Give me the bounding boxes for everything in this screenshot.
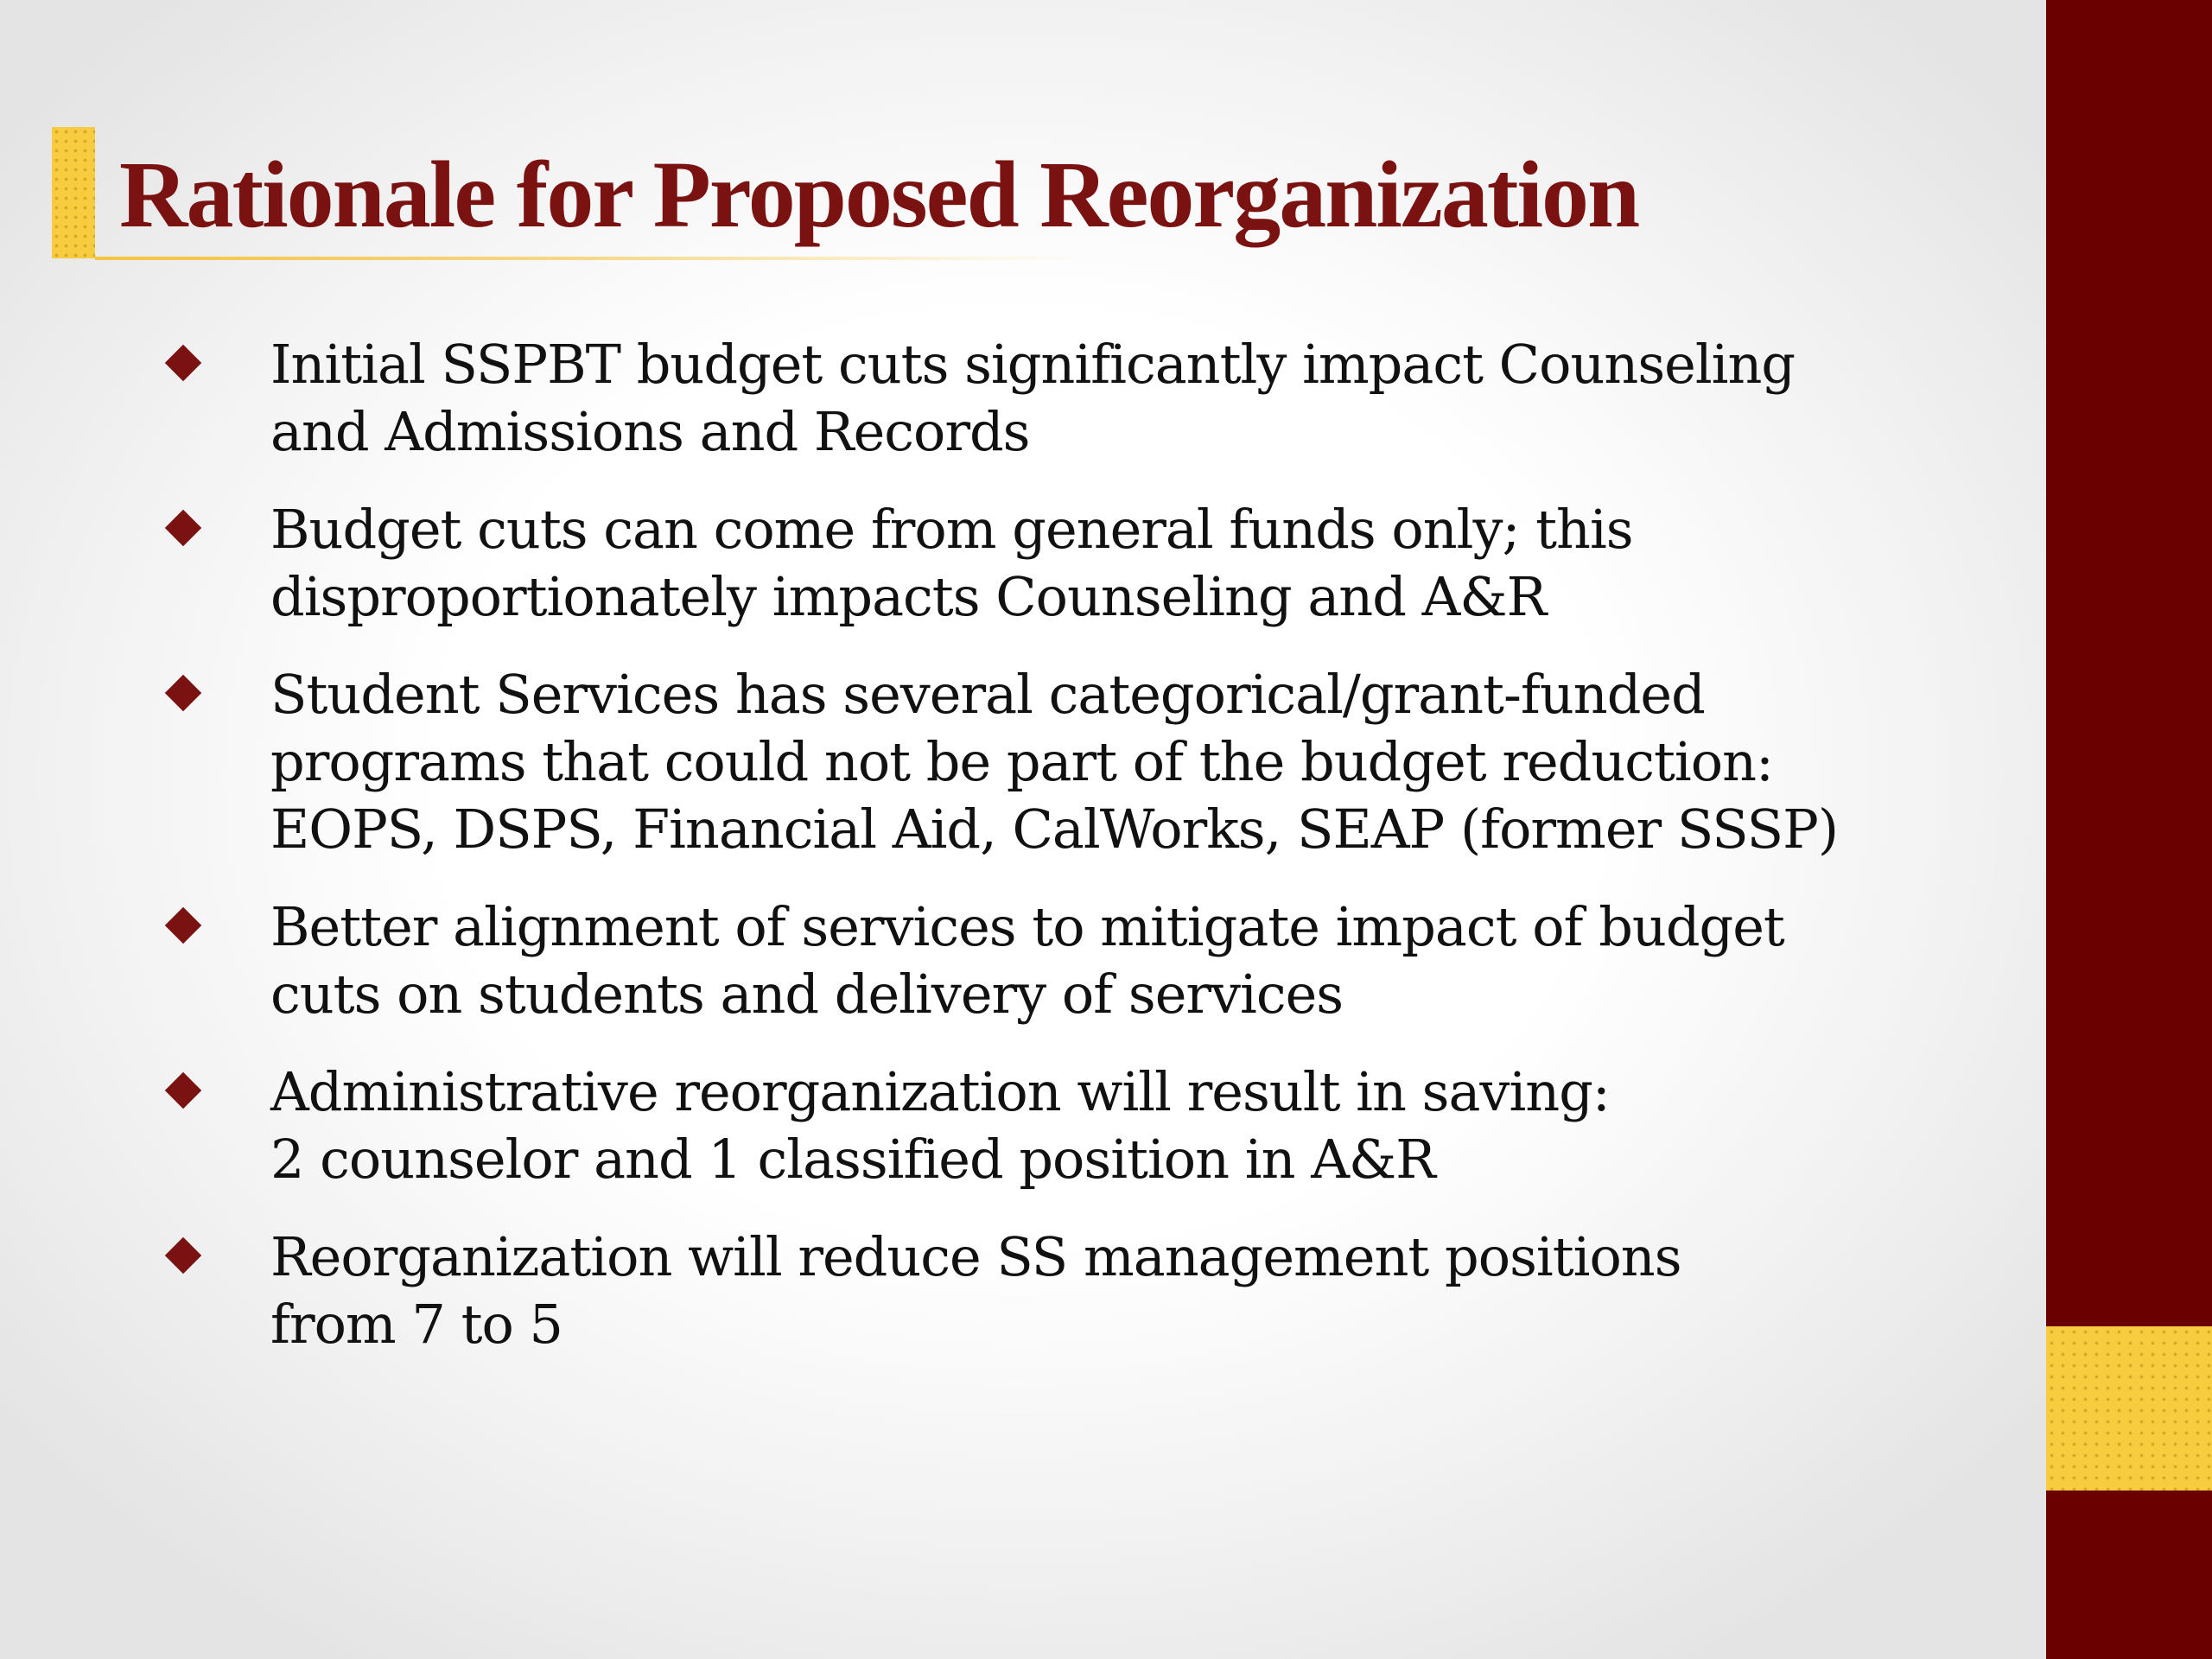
bullet-item [160, 496, 1888, 631]
bullet-item [160, 331, 1888, 466]
bullet-text: Student Services has several categorical/grant-funded programs that could not be part of the budget reduction: EOPS, DSPS, Financial Aid, CalWorks, SEAP (former SSSP) [270, 663, 1839, 861]
bullet-item [160, 1224, 1888, 1358]
title-underline [95, 257, 1089, 260]
right-accent-block [2046, 1326, 2212, 1491]
bullet-text: Initial SSPBT budget cuts significantly impact Counseling and Admissions and Records [270, 333, 1796, 463]
diamond-bullet-icon [165, 345, 201, 381]
diamond-bullet-icon [165, 510, 201, 546]
bullet-text: Budget cuts can come from general funds only; this disproportionately impacts Counseling and A&R [270, 498, 1633, 628]
diamond-bullet-icon [165, 907, 201, 944]
diamond-bullet-icon [165, 1237, 201, 1274]
bullet-text: Reorganization will reduce SS management positions from 7 to 5 [270, 1225, 1681, 1356]
bullet-text: Administrative reorganization will result in saving: 2 counselor and 1 classified position in A&R [270, 1060, 1610, 1191]
bullet-list [160, 331, 1888, 1389]
title-accent-block [52, 127, 95, 258]
bullet-item [160, 893, 1888, 1028]
bullet-item [160, 1058, 1888, 1193]
diamond-bullet-icon [165, 675, 201, 711]
slide-title: Rationale for Proposed Reorganization [119, 142, 1639, 247]
diamond-bullet-icon [165, 1072, 201, 1109]
bullet-text: Better alignment of services to mitigate impact of budget cuts on students and delivery of services [270, 895, 1784, 1026]
bullet-item [160, 661, 1888, 863]
